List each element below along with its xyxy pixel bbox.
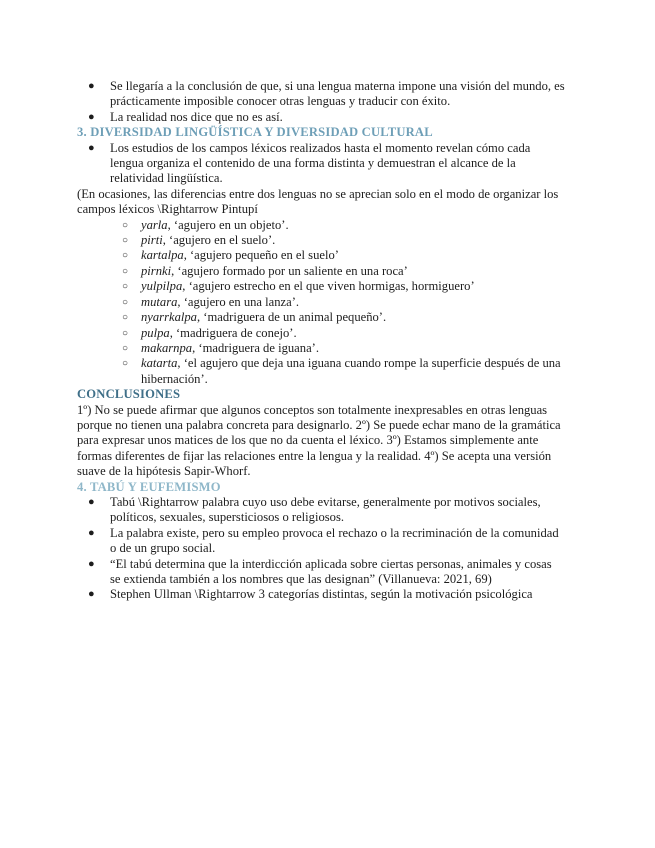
list-item — [77, 526, 565, 557]
list-item — [77, 587, 565, 602]
list-item — [77, 141, 565, 187]
list-item — [77, 557, 565, 588]
circle-bullet-icon: ○ — [122, 358, 129, 370]
term-gloss: , ‘madriguera de un animal pequeño’. — [196, 310, 387, 325]
circle-bullet-icon: ○ — [122, 219, 129, 231]
term-word: mutara — [141, 294, 178, 309]
list-item-text: La palabra existe, pero su empleo provoca el rechazo o la recriminación de la comunidad o de un grupo social. — [110, 525, 559, 556]
bullet-icon: ● — [88, 495, 95, 508]
term-item — [77, 264, 565, 279]
term-gloss: , ‘agujero en el suelo’. — [162, 233, 276, 248]
list-item-text: La realidad nos dice que no es así. — [110, 109, 283, 124]
term-word: makarnpa — [141, 340, 193, 355]
circle-bullet-icon: ○ — [122, 342, 129, 354]
section-heading-diversidad: 3. DIVERSIDAD LINGÜÍSTICA Y DIVERSIDAD CULTURAL — [77, 125, 433, 140]
term-item — [77, 356, 565, 387]
bullet-icon: ● — [88, 526, 95, 539]
term-item — [77, 248, 565, 263]
term-word: kartalpa — [141, 248, 184, 263]
term-gloss: , ‘agujero formado por un saliente en una roca’ — [171, 263, 408, 278]
term-item — [77, 341, 565, 356]
term-word: katarta — [141, 356, 178, 371]
term-item — [77, 295, 565, 310]
section-heading-conclusiones: CONCLUSIONES — [77, 387, 181, 402]
term-item — [77, 218, 565, 233]
bullet-icon: ● — [88, 80, 95, 92]
circle-bullet-icon: ○ — [122, 327, 129, 339]
bullet-icon: ● — [88, 557, 95, 570]
circle-bullet-icon: ○ — [122, 312, 129, 324]
list-item — [77, 110, 565, 125]
bullet-icon: ● — [88, 588, 95, 601]
list-item-text: Los estudios de los campos léxicos realizados hasta el momento revelan cómo cada lengua organiza el contenido de una forma distinta y demuestran el alcance de la relatividad lingüística. — [110, 140, 531, 186]
list-item — [77, 79, 565, 110]
term-gloss: , ‘agujero en una lanza’. — [177, 294, 300, 309]
circle-bullet-icon: ○ — [122, 265, 129, 277]
circle-bullet-icon: ○ — [122, 281, 129, 293]
bullet-icon: ● — [88, 141, 95, 154]
list-item-text: “El tabú determina que la interdicción aplicada sobre ciertas personas, animales y cosas se extienda también a los nombres que las designan” (Villanueva: 2021, 69) — [110, 556, 552, 586]
list-item — [77, 495, 565, 526]
circle-bullet-icon: ○ — [122, 235, 129, 247]
list-item-text: Stephen Ullman \Rightarrow 3 categorías distintas, según la motivación psicológica — [110, 587, 533, 602]
term-word: nyarrkalpa — [141, 310, 197, 325]
term-item — [77, 279, 565, 294]
circle-bullet-icon: ○ — [122, 296, 129, 308]
term-word: pirti — [141, 233, 163, 248]
term-gloss: , ‘agujero pequeño en el suelo’ — [183, 248, 339, 263]
term-gloss: , ‘el agujero que deja una iguana cuando rompe la superficie después de una hibernación’. — [141, 356, 561, 386]
circle-bullet-icon: ○ — [122, 250, 129, 262]
term-gloss: , ‘agujero en un objeto’. — [167, 217, 289, 232]
term-word: yulpilpa — [141, 279, 183, 294]
term-word: pirnki — [141, 263, 172, 278]
list-item-text: Se llegaría a la conclusión de que, si una lengua materna impone una visión del mundo, es prácticamente imposible conocer otras lenguas y traducir con éxito. — [110, 79, 565, 109]
term-word: pulpa — [141, 325, 170, 340]
term-gloss: , ‘madriguera de conejo’. — [169, 325, 297, 340]
paragraph-pintupi: (En ocasiones, las diferencias entre dos lenguas no se aprecian solo en el modo de organizar los campos léxicos \Rightarrow Pintupí — [77, 186, 559, 217]
list-item-text: Tabú \Rightarrow palabra cuyo uso debe evitarse, generalmente por motivos sociales, políticos, sexuales, supersticiosos o religiosos. — [110, 494, 541, 525]
term-item — [77, 233, 565, 248]
paragraph-conclusiones: 1º) No se puede afirmar que algunos conceptos son totalmente inexpresables en otras lenguas porque no tienen una palabra concreta para designarlo. 2º) Se puede echar mano de la gramática para expresar unos matices de los que no da cuenta el léxico. 3º) Estamos simplemente ante formas diferentes de fijar las relaciones entre la lengua y la realidad. 4º) Se acepta una versión suave de la hipótesis Sapir-Whorf. — [77, 402, 561, 479]
term-gloss: , ‘agujero estrecho en el que viven hormigas, hormiguero’ — [182, 279, 475, 294]
document-content — [77, 79, 565, 603]
section-heading-tabu: 4. TABÚ Y EUFEMISMO — [77, 479, 221, 494]
term-word: yarla — [141, 217, 168, 232]
bullet-icon: ● — [88, 110, 95, 123]
term-item — [77, 310, 565, 325]
term-item — [77, 326, 565, 341]
term-gloss: , ‘madriguera de iguana’. — [192, 340, 320, 355]
